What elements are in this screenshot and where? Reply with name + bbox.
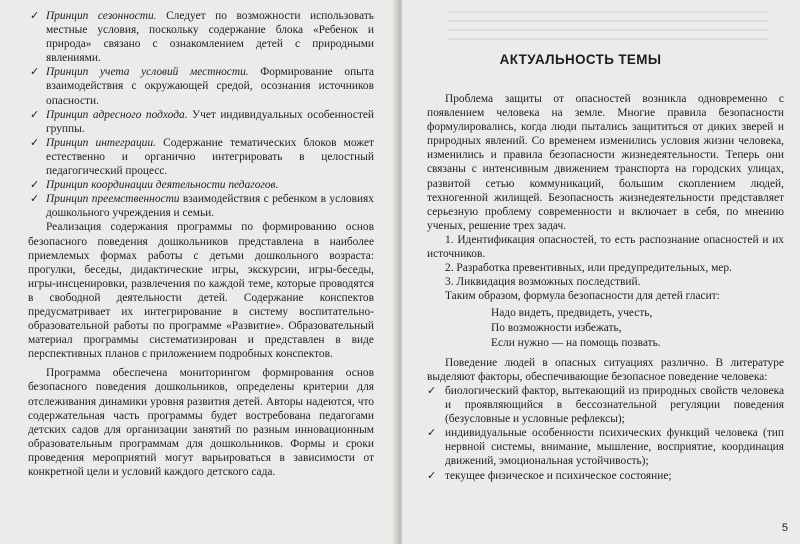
section-heading: АКТУАЛЬНОСТЬ ТЕМЫ	[499, 52, 662, 67]
principle-item	[28, 108, 374, 136]
checkmark-icon: ✓	[427, 468, 437, 482]
principle-title: Принцип интеграции.	[46, 136, 156, 149]
formula-intro: Таким образом, формула безопасности для детей гласит:	[445, 290, 720, 303]
principle-text: Формирование опыта взаимодействия с окружающей средой, осознания источников опасности.	[46, 66, 374, 107]
checkmark-icon: ✓	[30, 107, 40, 121]
formula-verse	[427, 306, 784, 350]
principle-item	[28, 9, 374, 65]
principle-text: Учет индивидуальных особенностей группы.	[46, 108, 374, 135]
factor-item	[427, 469, 784, 483]
body-paragraph: Реализация содержания программы по формированию основ безопасного поведения дошкольников представлена в наиболее приемлемых формах работы с детьми дошкольного возраста: прогулки, беседы, дидактические игры, экскурсии, игры-беседы, игры-инсценировки, развлечения по каждой теме, которые проводятся в свободной деятельности детей. Содержание конспектов предусматривает их интегрирование в систему воспитательно-образовательной работы по программе «Развитие». Образовательный материал программы систематизирован и представлен в виде перспективных планов с приложением подробных конспектов.	[28, 221, 374, 361]
factor-text: биологический фактор, вытекающий из природных свойств человека и проявляющийся в бессознательной регуляции поведения (безусловные и условные рефлексы);	[445, 384, 784, 426]
principle-title: Принцип учета условий местности.	[46, 66, 249, 79]
principle-title: Принцип сезонности.	[46, 10, 157, 22]
checkmark-icon: ✓	[30, 135, 40, 149]
checkmark-icon: ✓	[30, 192, 40, 206]
task-item: 3. Ликвидация возможных последствий.	[445, 276, 641, 289]
verse-line: По возможности избежать,	[491, 322, 622, 335]
left-page-text	[28, 9, 374, 479]
task-item: 1. Идентификация опасностей, то есть распознание опасностей и их источников.	[427, 233, 784, 261]
checkmark-icon: ✓	[427, 383, 437, 397]
principle-item	[28, 136, 374, 178]
factor-text: индивидуальные особенности психических функций человека (тип нервной системы, внимание, мышление, восприятие, координация движений, эмоциональная устойчивость);	[445, 427, 784, 468]
verse-line: Надо видеть, предвидеть, учесть,	[491, 307, 653, 320]
task-item: 2. Разработка превентивных, или предупредительных, мер.	[445, 262, 732, 275]
body-paragraph: Программа обеспечена мониторингом формирования основ безопасного поведения дошкольников, определены критерии для отслеживания динамики уровня развития детей. Авторы надеются, что содержательная часть программы будет востребована педагогами детских садов для организации занятий по разным инновационным образовательным программам для дошкольников. Формы и сроки проведения мероприятий могут варьироваться в зависимости от конкретной цели и условий каждого детского сада.	[28, 367, 374, 478]
page-number: 5	[781, 522, 788, 534]
principle-item	[28, 178, 374, 192]
principle-title: Принцип адресного подхода.	[46, 108, 188, 121]
factors-intro: Поведение людей в опасных ситуациях различно. В литературе выделяют факторы, обеспечивающие безопасное поведение человека:	[427, 356, 784, 383]
principle-text: Следует по возможности использовать местные условия, поскольку содержание блока «Ребенок и природа» связано с ознакомлением детей с природными явлениями.	[46, 10, 374, 65]
checkmark-icon: ✓	[427, 426, 437, 440]
factor-text: текущее физическое и психическое состояние;	[445, 469, 672, 482]
principle-title: Принцип преемственности	[46, 193, 180, 206]
intro-paragraph: Проблема защиты от опасностей возникла одновременно с появлением человека на земле. Многие правила безопасности формулировались, когда люди пытались защититься от диких зверей и природных явлений. Со временем изменились условия жизни человека, изменились и правила безопасности жизнедеятельности. Теперь они связаны с интенсивным движением транспорта на городских улицах, развитой сетью коммуникаций, большим скоплением людей, техногенной жилищей. Безопасность жизнедеятельности представляет серьезную проблему современности и включает в себя, по мнению ученых, решение трех задач.	[427, 93, 784, 232]
principle-text: взаимодействия с ребенком в условиях дошкольного учреждения и семьи.	[46, 193, 374, 220]
left-page	[0, 0, 396, 544]
factor-item	[427, 426, 784, 468]
show-through-text	[448, 4, 768, 44]
principle-item	[28, 65, 374, 107]
checkmark-icon: ✓	[30, 178, 40, 192]
factor-item	[427, 384, 784, 426]
principle-title: Принцип координации деятельности педагогов.	[46, 179, 279, 192]
right-page	[402, 0, 800, 544]
checkmark-icon: ✓	[30, 65, 40, 79]
principle-item	[28, 192, 374, 220]
principle-text: Содержание тематических блоков может естественно и органично интегрировать в целостный педагогический процесс.	[46, 136, 374, 178]
checkmark-icon: ✓	[30, 9, 40, 22]
right-page-text	[427, 92, 784, 483]
verse-line: Если нужно — на помощь позвать.	[491, 337, 661, 349]
